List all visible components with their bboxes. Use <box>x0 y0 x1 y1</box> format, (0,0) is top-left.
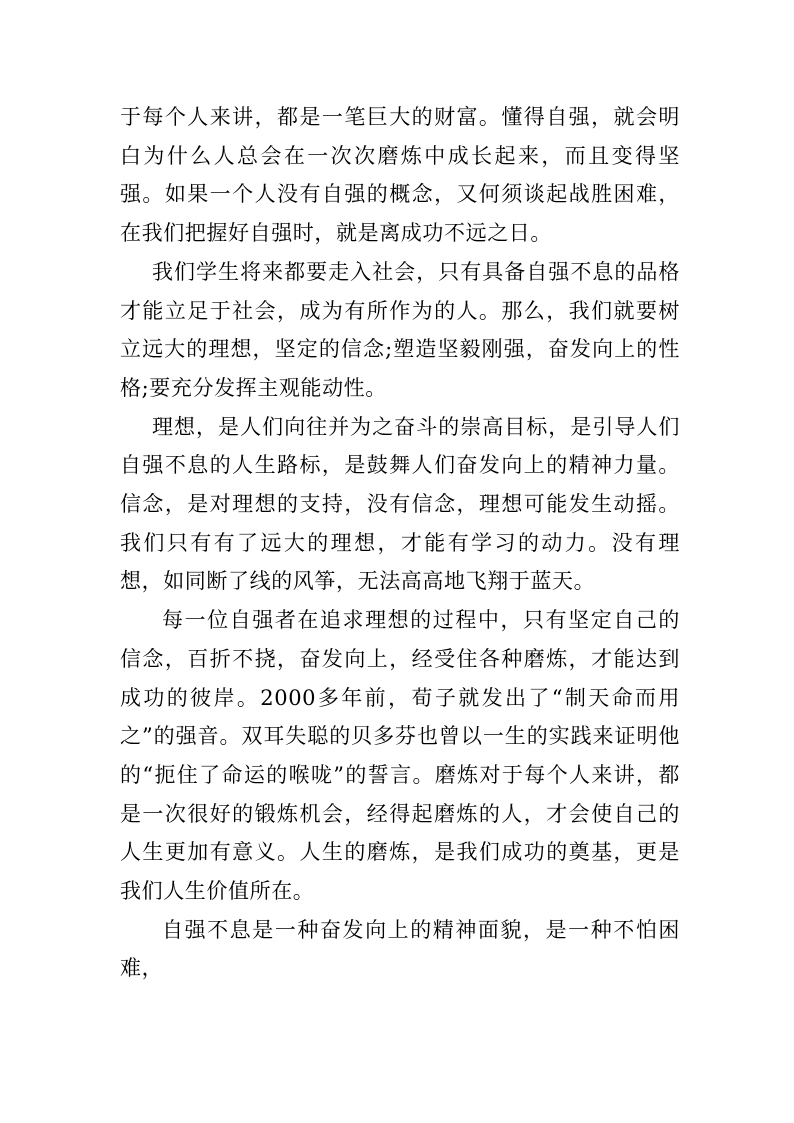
paragraph-4: 每一位自强者在追求理想的过程中，只有坚定自己的信念，百折不挠，奋发向上，经受住各种磨炼，才能达到成功的彼岸。2000多年前，荀子就发出了“制天命而用之”的强音。双耳失聪的贝多芬也曾以一生的实践来证明他的“扼住了命运的喉咙”的誓言。磨炼对于每个人来讲，都是一次很好的锻炼机会，经得起磨炼的人，才会使自己的人生更加有意义。人生的磨炼，是我们成功的奠基，更是我们人生价值所在。 <box>120 608 680 904</box>
paragraph-2: 我们学生将来都要走入社会，只有具备自强不息的品格才能立足于社会，成为有所作为的人。那么，我们就要树立远大的理想，坚定的信念;塑造坚毅刚强，奋发向上的性格;要充分发挥主观能动性。 <box>120 259 680 400</box>
paragraph-1: 于每个人来讲，都是一笔巨大的财富。懂得自强，就会明白为什么人总会在一次次磨炼中成长起来，而且变得坚强。如果一个人没有自强的概念，又何须谈起战胜困难，在我们把握好自强时，就是离成功不远之日。 <box>120 105 680 246</box>
paragraph-5: 自强不息是一种奋发向上的精神面貌，是一种不怕困难， <box>120 917 680 981</box>
paragraph-3: 理想，是人们向往并为之奋斗的崇高目标，是引导人们自强不息的人生路标，是鼓舞人们奋发向上的精神力量。信念，是对理想的支持，没有信念，理想可能发生动摇。我们只有有了远大的理想，才能有学习的动力。没有理想，如同断了线的风筝，无法高高地飞翔于蓝天。 <box>120 414 680 594</box>
document-body <box>120 98 680 988</box>
